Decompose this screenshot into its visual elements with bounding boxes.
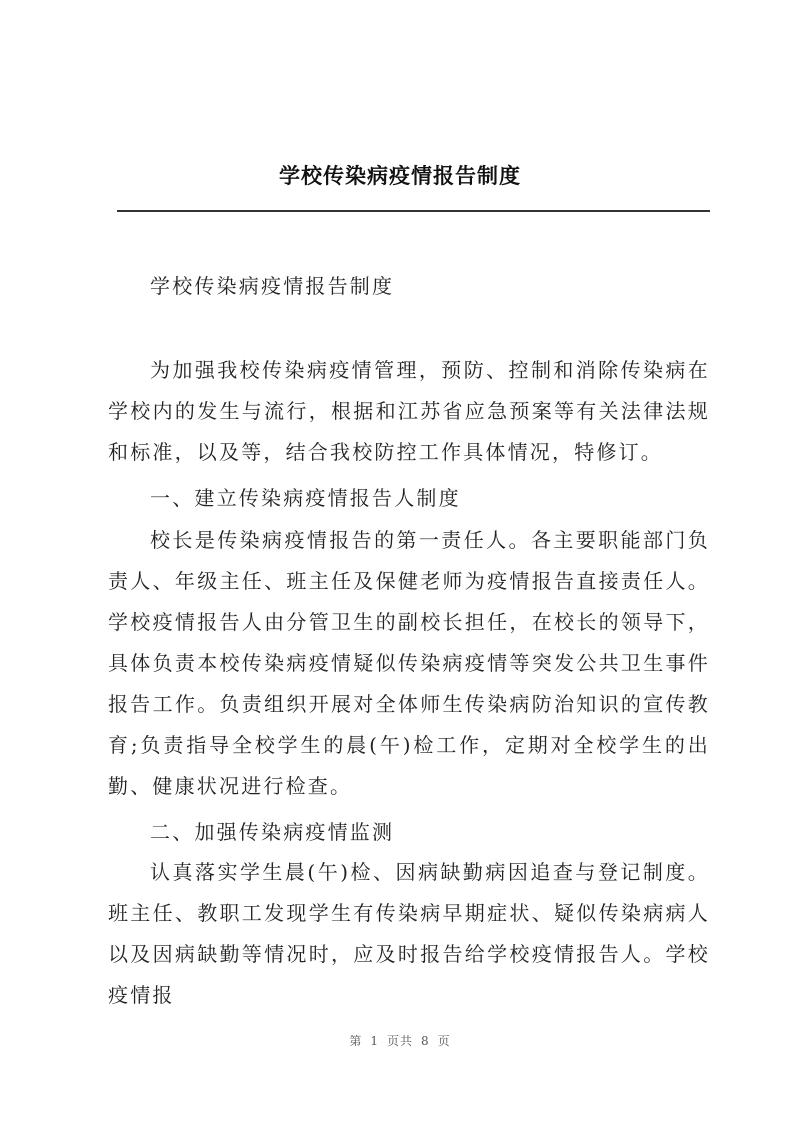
title-divider [117,210,710,212]
paragraph-text: 认真落实学生晨(午)检、因病缺勤病因追查与登记制度。班主任、教职工发现学生有传染病早期症状、疑似传染病病人以及因病缺勤等情况时，应及时报告给学校疫情报告人。学校疫情报 [108,860,710,1007]
page-title: 学校传染病疫情报告制度 [279,163,521,188]
section-heading-text: 二、加强传染病疫情监测 [150,820,395,844]
footer-total-pages: 8 [421,1034,430,1048]
footer-suffix: 页 [437,1034,451,1048]
section-heading-1 [108,478,710,519]
paragraph-text: 校长是传染病疫情报告的第一责任人。各主要职能部门负责人、年级主任、班主任及保健老师为疫情报告直接责任人。学校疫情报告人由分管卫生的副校长担任，在校长的领导下，具体负责本校传染病疫情疑似传染病疫情等突发公共卫生事件报告工作。负责组织开展对全体师生传染病防治知识的宣传教育;负责指导全校学生的晨(午)检工作，定期对全校学生的出勤、健康状况进行检查。 [108,528,710,798]
footer-middle: 页共 [386,1034,413,1048]
footer-prefix: 第 [349,1034,363,1048]
page-footer [0,1032,800,1049]
footer-page-number: 1 [370,1034,379,1048]
paragraph-intro [108,350,710,473]
paragraph-section-2 [108,852,710,1016]
section-heading-2 [108,812,710,853]
paragraph-text: 为加强我校传染病疫情管理，预防、控制和消除传染病在学校内的发生与流行，根据和江苏省应急预案等有关法律法规和标准，以及等，结合我校防控工作具体情况，特修订。 [108,358,710,464]
paragraph-section-1 [108,520,710,807]
document-subtitle: 学校传染病疫情报告制度 [150,274,395,298]
section-heading-text: 一、建立传染病疫情报告人制度 [150,486,461,510]
